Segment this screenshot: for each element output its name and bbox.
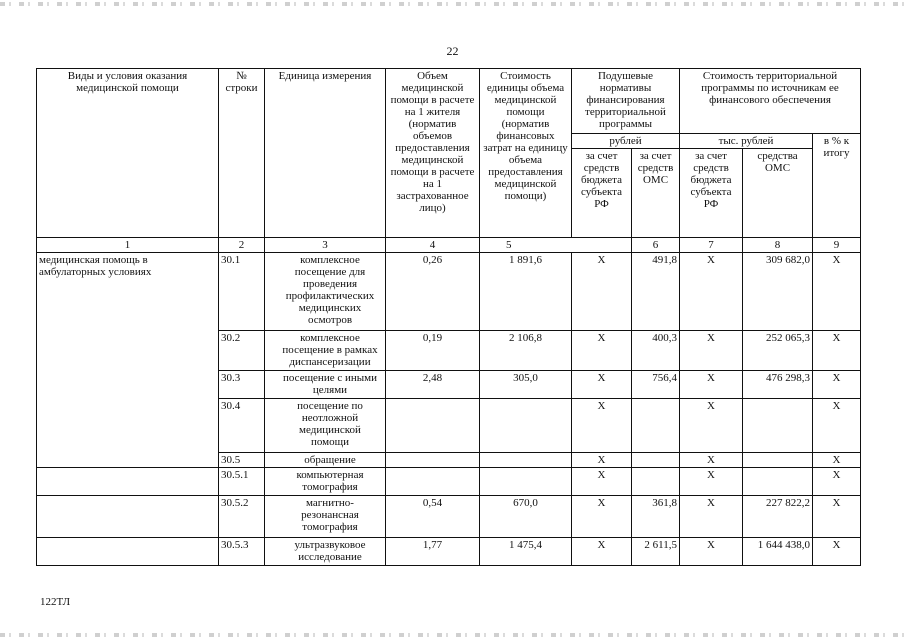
row-oms-total [743,399,813,453]
row-budget-total: Х [680,496,743,538]
row-oms [632,453,680,468]
header-line-number: № строки [219,69,265,238]
row-line-number: 30.3 [219,371,265,399]
column-number: 3 [265,238,386,253]
section-label: медицинская помощь в амбулаторных условиях [37,253,219,468]
column-numbers-row [37,238,861,253]
row-unit: обращение [265,453,386,468]
row-volume: 0,54 [386,496,480,538]
row-volume: 0,26 [386,253,480,331]
header-thous-rubles: тыс. рублей [680,134,813,149]
document-code: 122ТЛ [40,596,71,608]
row-volume [386,468,480,496]
row-oms: 2 611,5 [632,538,680,566]
row-volume: 1,77 [386,538,480,566]
row-unit: комплексное посещение в рамках диспансеризации [265,331,386,371]
row-oms-total [743,453,813,468]
row-oms [632,468,680,496]
row-oms: 491,8 [632,253,680,331]
row-line-number: 30.1 [219,253,265,331]
row-budget-total: Х [680,538,743,566]
page-number: 22 [446,44,459,58]
row-unit: компьютерная томография [265,468,386,496]
row-budget-total: Х [680,371,743,399]
row-line-number: 30.5 [219,453,265,468]
scan-artifact-top [0,2,905,6]
row-line-number: 30.5.3 [219,538,265,566]
row-oms-total: 309 682,0 [743,253,813,331]
column-number: 7 [680,238,743,253]
header-rubles: рублей [572,134,680,149]
row-cost [480,468,572,496]
row-percent: Х [813,496,861,538]
table-row [37,253,861,331]
row-line-number: 30.4 [219,399,265,453]
column-number: 4 [386,238,480,253]
row-oms [632,399,680,453]
row-cost: 1 891,6 [480,253,572,331]
row-oms-total: 252 065,3 [743,331,813,371]
row-volume [386,399,480,453]
row-percent: Х [813,371,861,399]
row-line-number: 30.5.1 [219,468,265,496]
column-number: 2 [219,238,265,253]
scan-artifact-bottom [0,633,905,637]
row-cost: 670,0 [480,496,572,538]
header-row-1 [37,69,861,134]
row-line-number: 30.2 [219,331,265,371]
header-unit: Единица измерения [265,69,386,238]
table-row [37,496,861,538]
header-budget-rf-a: за счет средств бюджета субъекта РФ [572,149,632,238]
header-program-cost: Стоимость территориальной программы по источникам ее финансового обеспечения [680,69,861,134]
header-percent-total: в % к итогу [813,134,861,238]
empty-cell [37,496,219,538]
row-unit: магнитно-резонансная томография [265,496,386,538]
row-unit: посещение с иными целями [265,371,386,399]
row-percent: Х [813,468,861,496]
row-budget: Х [572,371,632,399]
header-volume: Объем медицинской помощи в расчете на 1 жителя (норматив объемов предоставления медицинской помощи в расчете на 1 застрахованное лицо) [386,69,480,238]
row-cost [480,399,572,453]
column-number: 9 [813,238,861,253]
row-oms: 756,4 [632,371,680,399]
column-number: 8 [743,238,813,253]
row-percent: Х [813,253,861,331]
row-budget: Х [572,453,632,468]
row-budget-total: Х [680,468,743,496]
row-unit: посещение по неотложной медицинской помощи [265,399,386,453]
row-volume: 0,19 [386,331,480,371]
row-oms: 361,8 [632,496,680,538]
row-budget: Х [572,331,632,371]
header-budget-rf-b: за счет средств бюджета субъекта РФ [680,149,743,238]
table-row [37,468,861,496]
row-oms-total: 476 298,3 [743,371,813,399]
row-budget-total: Х [680,399,743,453]
row-percent: Х [813,399,861,453]
row-budget: Х [572,399,632,453]
column-number: 5 [480,238,632,253]
row-unit: ультразвуковое исследование [265,538,386,566]
row-budget-total: Х [680,331,743,371]
empty-cell [37,538,219,566]
row-percent: Х [813,453,861,468]
row-budget: Х [572,468,632,496]
row-percent: Х [813,331,861,371]
header-oms-a: за счет средств ОМС [632,149,680,238]
row-volume: 2,48 [386,371,480,399]
financing-table [36,68,861,566]
header-unit-cost: Стоимость единицы объема медицинской помощи (норматив финансовых затрат на единицу объема предоставления медицинской помощи) [480,69,572,238]
row-volume [386,453,480,468]
row-line-number: 30.5.2 [219,496,265,538]
row-budget: Х [572,538,632,566]
row-oms: 400,3 [632,331,680,371]
header-kind-conditions: Виды и условия оказания медицинской помощи [37,69,219,238]
header-per-capita: Подушевые нормативы финансирования территориальной программы [572,69,680,134]
column-number: 1 [37,238,219,253]
row-cost: 305,0 [480,371,572,399]
row-unit: комплексное посещение для проведения профилактических медицинских осмотров [265,253,386,331]
row-percent: Х [813,538,861,566]
row-cost [480,453,572,468]
row-oms-total: 1 644 438,0 [743,538,813,566]
empty-cell [37,468,219,496]
header-oms-b: средства ОМС [743,149,813,238]
row-budget-total: Х [680,253,743,331]
column-number: 6 [632,238,680,253]
row-budget: Х [572,496,632,538]
table-row [37,538,861,566]
row-cost: 1 475,4 [480,538,572,566]
row-budget: Х [572,253,632,331]
row-oms-total [743,468,813,496]
row-cost: 2 106,8 [480,331,572,371]
row-budget-total: Х [680,453,743,468]
row-oms-total: 227 822,2 [743,496,813,538]
